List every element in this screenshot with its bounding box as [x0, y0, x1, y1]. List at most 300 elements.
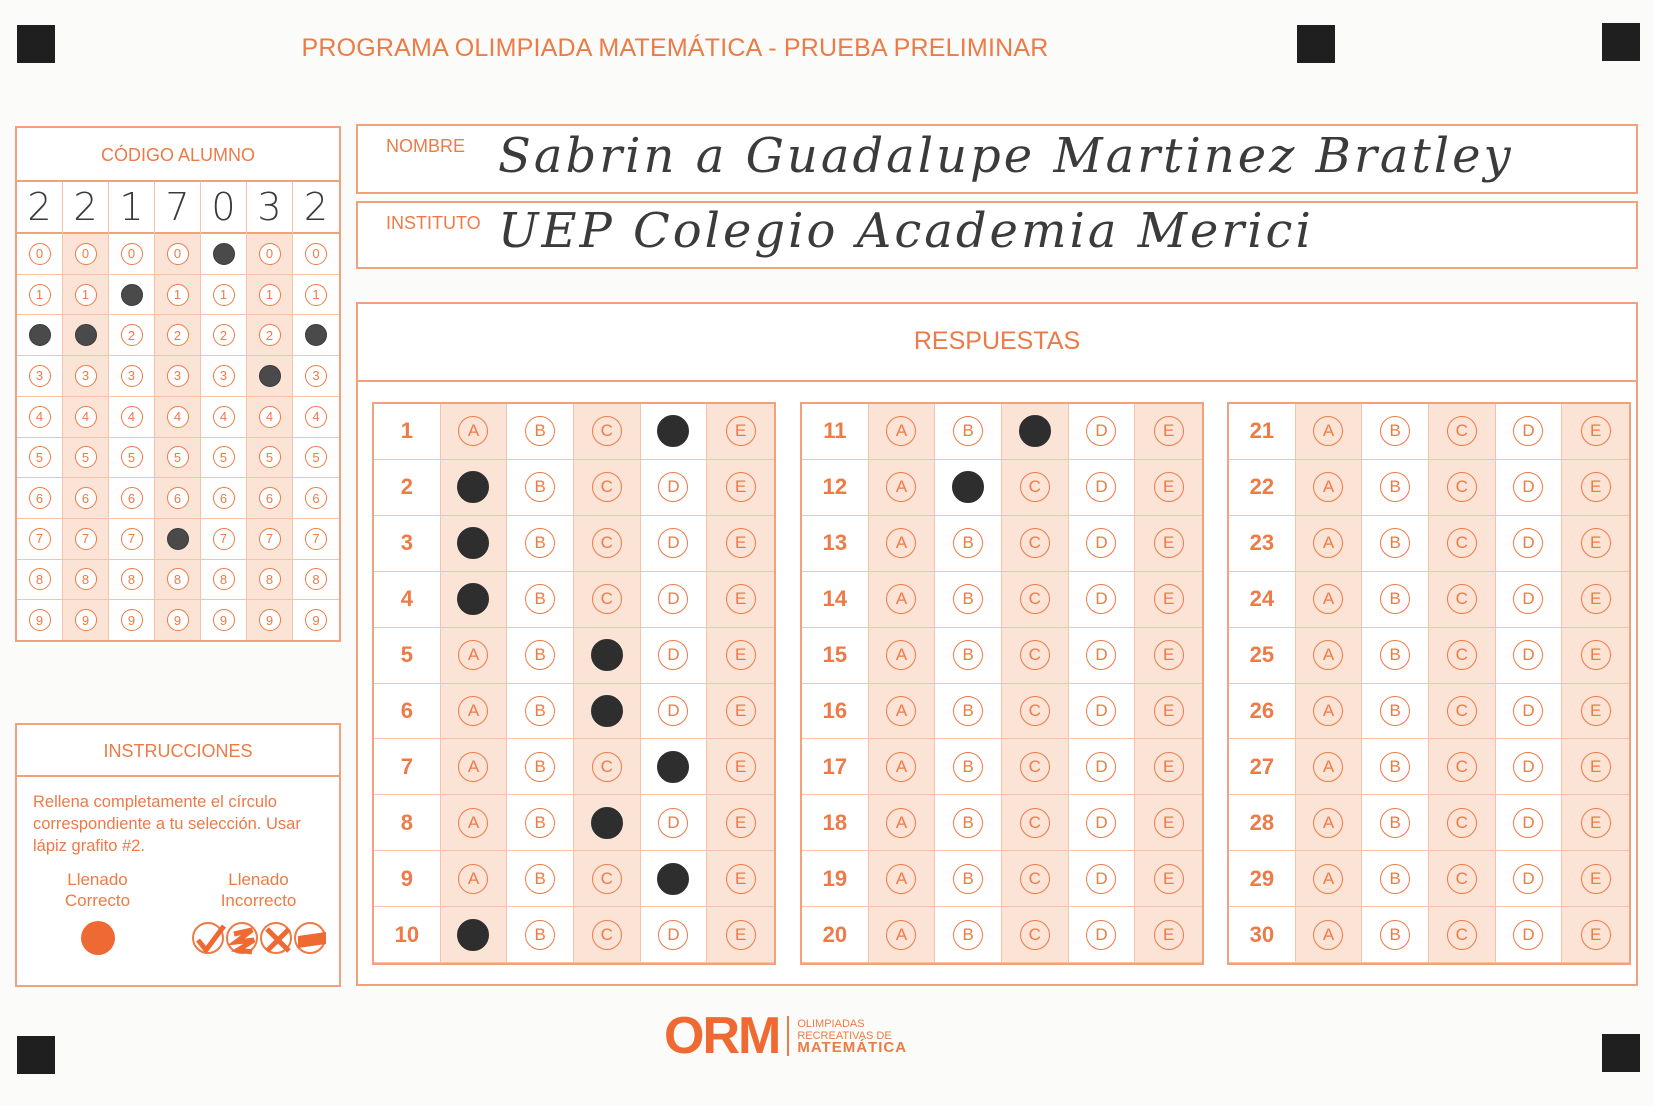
code-bubble[interactable]: 4	[167, 406, 189, 428]
answer-cell	[1002, 516, 1069, 572]
answer-cell	[1362, 628, 1429, 684]
code-bubble[interactable]: 3	[213, 365, 235, 387]
answer-bubble[interactable]: A	[1313, 584, 1343, 614]
answer-bubble[interactable]: D	[658, 472, 688, 502]
code-cell	[247, 356, 292, 397]
answer-bubble[interactable]: B	[953, 752, 983, 782]
answer-bubble[interactable]: D	[1086, 528, 1116, 558]
answer-bubble[interactable]: E	[726, 416, 756, 446]
code-cell	[17, 438, 62, 479]
name-value: Sabrin a Guadalupe Martinez Bratley	[498, 128, 1514, 184]
answer-cell	[1562, 795, 1629, 851]
code-bubble[interactable]: 6	[121, 487, 143, 509]
code-bubble[interactable]: 3	[259, 365, 281, 387]
answer-bubble[interactable]: E	[1581, 696, 1611, 726]
code-bubble[interactable]: 9	[167, 609, 189, 631]
answer-bubble[interactable]: D	[658, 920, 688, 950]
answer-bubble[interactable]: C	[1447, 864, 1477, 894]
answer-bubble[interactable]: B	[1380, 696, 1410, 726]
code-bubble[interactable]: 7	[29, 528, 51, 550]
code-bubble[interactable]: 4	[29, 406, 51, 428]
answer-bubble[interactable]: D	[658, 808, 688, 838]
answer-bubble[interactable]: B	[525, 472, 555, 502]
answer-cell	[1002, 795, 1069, 851]
answer-bubble[interactable]: A	[1313, 528, 1343, 558]
answer-bubble[interactable]: C	[1447, 640, 1477, 670]
code-cell	[155, 234, 200, 275]
answer-cell	[1002, 851, 1069, 907]
answer-bubble[interactable]: B	[953, 584, 983, 614]
answer-bubble[interactable]: A	[458, 864, 488, 894]
question-number: 28	[1229, 795, 1296, 851]
answer-bubble[interactable]: E	[726, 472, 756, 502]
answer-bubble[interactable]: A	[886, 752, 916, 782]
answer-bubble[interactable]: C	[592, 472, 622, 502]
answer-bubble[interactable]: C	[592, 752, 622, 782]
answer-bubble[interactable]: D	[1513, 528, 1543, 558]
answer-bubble[interactable]: E	[1581, 640, 1611, 670]
code-digit-written: 2	[293, 182, 339, 234]
code-bubble[interactable]: 6	[75, 487, 97, 509]
code-bubble[interactable]: 7	[121, 528, 143, 550]
answer-bubble[interactable]: A	[458, 416, 488, 446]
answer-bubble[interactable]: A	[458, 640, 488, 670]
answer-bubble[interactable]: E	[1581, 472, 1611, 502]
answer-bubble[interactable]	[952, 471, 984, 503]
answer-bubble[interactable]	[457, 919, 489, 951]
answer-bubble[interactable]: B	[953, 920, 983, 950]
answer-cell	[507, 739, 574, 795]
answer-bubble[interactable]: A	[458, 752, 488, 782]
answer-bubble[interactable]: E	[1154, 528, 1184, 558]
answer-bubble[interactable]: B	[525, 752, 555, 782]
code-cell	[247, 438, 292, 479]
answer-bubble[interactable]: D	[658, 640, 688, 670]
answer-bubble[interactable]	[591, 807, 623, 839]
answer-bubble[interactable]: E	[1154, 640, 1184, 670]
code-digit-written: 2	[63, 182, 108, 234]
code-cell	[17, 560, 62, 601]
answer-bubble[interactable]: C	[1020, 864, 1050, 894]
answer-bubble[interactable]: D	[1086, 696, 1116, 726]
answer-bubble[interactable]: C	[1447, 920, 1477, 950]
answer-cell	[707, 795, 774, 851]
answer-bubble[interactable]	[657, 863, 689, 895]
code-bubble[interactable]: 1	[213, 284, 235, 306]
question-number: 21	[1229, 404, 1296, 460]
code-bubble[interactable]: 5	[29, 446, 51, 468]
code-cell	[201, 275, 246, 316]
code-digit-written: 2	[17, 182, 62, 234]
correct-fill-label-line2: Correcto	[64, 891, 131, 910]
answer-bubble[interactable]: C	[1447, 416, 1477, 446]
answer-bubble[interactable]: C	[592, 584, 622, 614]
answer-bubble[interactable]: D	[1513, 808, 1543, 838]
answer-bubble[interactable]: B	[525, 808, 555, 838]
code-bubble[interactable]: 4	[305, 406, 327, 428]
code-bubble[interactable]: 1	[305, 284, 327, 306]
code-bubble[interactable]: 6	[259, 487, 281, 509]
code-bubble[interactable]: 3	[121, 365, 143, 387]
code-bubble[interactable]: 9	[75, 609, 97, 631]
answer-bubble[interactable]: E	[1581, 864, 1611, 894]
code-bubble[interactable]: 8	[75, 568, 97, 590]
code-bubble[interactable]: 4	[213, 406, 235, 428]
code-bubble[interactable]: 3	[29, 365, 51, 387]
answer-cell	[1135, 404, 1202, 460]
answer-bubble[interactable]: E	[1154, 472, 1184, 502]
code-bubble[interactable]: 9	[29, 609, 51, 631]
code-cell	[293, 397, 339, 438]
answer-bubble[interactable]: E	[1581, 808, 1611, 838]
code-cell	[201, 397, 246, 438]
answer-bubble[interactable]: B	[1380, 640, 1410, 670]
answer-bubble[interactable]: D	[658, 528, 688, 558]
code-cell	[293, 234, 339, 275]
answer-cell	[1562, 739, 1629, 795]
code-bubble[interactable]: 2	[121, 324, 143, 346]
student-code-grid	[17, 182, 339, 640]
answer-bubble[interactable]: B	[1380, 920, 1410, 950]
answer-cell	[1002, 460, 1069, 516]
code-bubble[interactable]: 5	[75, 446, 97, 468]
answer-bubble[interactable]: D	[1086, 416, 1116, 446]
code-bubble[interactable]: 8	[167, 568, 189, 590]
answer-bubble[interactable]: D	[1513, 472, 1543, 502]
question-number: 14	[802, 572, 869, 628]
answer-bubble[interactable]: A	[886, 640, 916, 670]
code-cell	[109, 234, 154, 275]
answer-bubble[interactable]: E	[1581, 752, 1611, 782]
answer-bubble[interactable]: D	[1086, 920, 1116, 950]
answer-bubble[interactable]: D	[1086, 808, 1116, 838]
answer-bubble[interactable]: E	[1154, 696, 1184, 726]
answer-bubble[interactable]: E	[726, 864, 756, 894]
code-bubble[interactable]: 7	[259, 528, 281, 550]
answer-bubble[interactable]: B	[1380, 752, 1410, 782]
answer-bubble[interactable]: B	[525, 416, 555, 446]
answer-bubble[interactable]	[591, 639, 623, 671]
answer-bubble[interactable]	[591, 695, 623, 727]
answer-bubble[interactable]: D	[1513, 696, 1543, 726]
code-cell	[201, 438, 246, 479]
code-bubble[interactable]: 9	[213, 609, 235, 631]
answer-cell	[935, 851, 1002, 907]
answer-bubble[interactable]: A	[1313, 920, 1343, 950]
answer-bubble[interactable]: B	[1380, 864, 1410, 894]
answer-bubble[interactable]: E	[726, 752, 756, 782]
code-bubble[interactable]: 2	[213, 324, 235, 346]
code-cell	[155, 478, 200, 519]
question-number: 7	[374, 739, 441, 795]
answer-cell	[935, 404, 1002, 460]
answer-bubble[interactable]: C	[592, 864, 622, 894]
answer-bubble[interactable]: C	[592, 528, 622, 558]
code-column	[109, 182, 155, 640]
answer-bubble[interactable]: E	[726, 920, 756, 950]
answer-bubble[interactable]: C	[1020, 584, 1050, 614]
code-bubble[interactable]: 8	[259, 568, 281, 590]
answer-bubble[interactable]: D	[1086, 472, 1116, 502]
student-code-label: CÓDIGO ALUMNO	[17, 128, 339, 182]
answer-bubble[interactable]: C	[1447, 528, 1477, 558]
answer-bubble[interactable]: C	[1020, 808, 1050, 838]
code-bubble[interactable]: 1	[29, 284, 51, 306]
code-bubble[interactable]: 1	[167, 284, 189, 306]
question-number: 30	[1229, 907, 1296, 963]
institute-label: INSTITUTO	[386, 213, 481, 233]
answer-cell	[1069, 851, 1136, 907]
code-bubble[interactable]: 0	[121, 243, 143, 265]
code-cell	[17, 519, 62, 560]
answer-bubble[interactable]: B	[525, 696, 555, 726]
name-field[interactable]	[356, 124, 1638, 194]
answer-bubble[interactable]: D	[1513, 920, 1543, 950]
answer-bubble[interactable]: D	[1513, 752, 1543, 782]
code-bubble[interactable]: 8	[213, 568, 235, 590]
answer-bubble[interactable]: A	[1313, 864, 1343, 894]
code-bubble[interactable]: 0	[213, 243, 235, 265]
answer-bubble[interactable]: D	[1513, 640, 1543, 670]
answer-bubble[interactable]: D	[1086, 752, 1116, 782]
code-bubble[interactable]: 4	[121, 406, 143, 428]
code-digit-written: 3	[247, 182, 292, 234]
code-cell	[63, 397, 108, 438]
answer-bubble[interactable]	[457, 583, 489, 615]
code-bubble[interactable]: 4	[259, 406, 281, 428]
answer-bubble[interactable]: C	[592, 920, 622, 950]
code-bubble[interactable]: 5	[213, 446, 235, 468]
answer-bubble[interactable]: A	[1313, 752, 1343, 782]
answer-cell	[641, 739, 708, 795]
answer-bubble[interactable]: D	[1086, 864, 1116, 894]
code-digit-written: 0	[201, 182, 246, 234]
code-bubble[interactable]: 2	[75, 324, 97, 346]
answer-bubble[interactable]: B	[953, 864, 983, 894]
code-bubble[interactable]: 2	[305, 324, 327, 346]
answer-bubble[interactable]: B	[953, 528, 983, 558]
answer-bubble[interactable]: C	[1447, 584, 1477, 614]
answer-bubble[interactable]: E	[1154, 864, 1184, 894]
code-bubble[interactable]: 6	[167, 487, 189, 509]
answer-bubble[interactable]: B	[953, 416, 983, 446]
answer-bubble[interactable]: A	[886, 472, 916, 502]
answer-bubble[interactable]: A	[1313, 640, 1343, 670]
code-bubble[interactable]: 8	[121, 568, 143, 590]
answer-bubble[interactable]: A	[458, 696, 488, 726]
answer-bubble[interactable]: D	[1513, 416, 1543, 446]
code-bubble[interactable]: 8	[29, 568, 51, 590]
answer-bubble[interactable]: E	[1154, 752, 1184, 782]
code-bubble[interactable]: 7	[167, 528, 189, 550]
code-cell	[293, 478, 339, 519]
code-bubble[interactable]: 0	[259, 243, 281, 265]
answer-bubble[interactable]: A	[886, 416, 916, 446]
answer-bubble[interactable]: C	[1447, 752, 1477, 782]
answer-cell	[1562, 684, 1629, 740]
answer-bubble[interactable]: E	[726, 696, 756, 726]
answer-bubble[interactable]: B	[525, 584, 555, 614]
code-cell	[109, 560, 154, 601]
answer-bubble[interactable]: E	[1154, 920, 1184, 950]
answer-cell	[935, 460, 1002, 516]
question-number: 22	[1229, 460, 1296, 516]
answer-bubble[interactable]: A	[886, 696, 916, 726]
answer-bubble[interactable]: E	[1581, 920, 1611, 950]
answer-bubble[interactable]: B	[1380, 528, 1410, 558]
answer-bubble[interactable]	[457, 471, 489, 503]
code-bubble[interactable]: 3	[305, 365, 327, 387]
answer-bubble[interactable]	[457, 527, 489, 559]
answer-cell	[574, 684, 641, 740]
answer-cell	[1069, 739, 1136, 795]
answer-bubble[interactable]: A	[1313, 808, 1343, 838]
code-bubble[interactable]: 0	[167, 243, 189, 265]
code-cell	[109, 438, 154, 479]
answer-bubble[interactable]: C	[1020, 920, 1050, 950]
question-number: 23	[1229, 516, 1296, 572]
name-label: NOMBRE	[386, 136, 466, 156]
answer-bubble[interactable]: C	[1020, 696, 1050, 726]
code-bubble[interactable]: 2	[167, 324, 189, 346]
code-bubble[interactable]: 1	[259, 284, 281, 306]
code-bubble[interactable]: 5	[259, 446, 281, 468]
answer-bubble[interactable]: E	[726, 808, 756, 838]
answer-bubble[interactable]: A	[1313, 472, 1343, 502]
code-cell	[63, 438, 108, 479]
answer-cell	[869, 404, 936, 460]
code-cell	[109, 397, 154, 438]
answer-bubble[interactable]: B	[525, 640, 555, 670]
answer-bubble[interactable]: D	[1086, 584, 1116, 614]
code-bubble[interactable]: 5	[305, 446, 327, 468]
code-bubble[interactable]: 6	[29, 487, 51, 509]
code-column	[201, 182, 247, 640]
answer-bubble[interactable]: B	[1380, 808, 1410, 838]
answer-bubble[interactable]: C	[1447, 696, 1477, 726]
answer-cell	[1496, 851, 1563, 907]
answer-bubble[interactable]: E	[726, 584, 756, 614]
answer-bubble[interactable]: A	[886, 528, 916, 558]
code-bubble[interactable]: 3	[167, 365, 189, 387]
answer-bubble[interactable]: E	[1581, 584, 1611, 614]
answer-bubble[interactable]: A	[886, 584, 916, 614]
answer-bubble[interactable]: C	[1020, 528, 1050, 558]
code-bubble[interactable]: 3	[75, 365, 97, 387]
code-bubble[interactable]: 1	[75, 284, 97, 306]
answer-bubble[interactable]: B	[525, 920, 555, 950]
answer-cell	[1002, 684, 1069, 740]
answer-bubble[interactable]: E	[1581, 416, 1611, 446]
code-bubble[interactable]: 8	[305, 568, 327, 590]
answer-cell	[441, 684, 508, 740]
code-cell	[155, 560, 200, 601]
code-cell	[155, 438, 200, 479]
question-number: 3	[374, 516, 441, 572]
answer-bubble[interactable]: B	[953, 696, 983, 726]
code-bubble[interactable]: 6	[213, 487, 235, 509]
code-bubble[interactable]: 7	[213, 528, 235, 550]
code-bubble[interactable]: 4	[75, 406, 97, 428]
answer-bubble[interactable]	[1019, 415, 1051, 447]
answer-bubble[interactable]: C	[1447, 472, 1477, 502]
code-bubble[interactable]: 0	[29, 243, 51, 265]
answer-bubble[interactable]: D	[1086, 640, 1116, 670]
answer-bubble[interactable]: E	[726, 528, 756, 558]
code-cell	[247, 315, 292, 356]
code-bubble[interactable]: 2	[29, 324, 51, 346]
answer-bubble[interactable]: B	[1380, 584, 1410, 614]
answer-bubble[interactable]: A	[1313, 416, 1343, 446]
code-bubble[interactable]: 0	[305, 243, 327, 265]
answer-bubble[interactable]: B	[1380, 416, 1410, 446]
answer-bubble[interactable]: A	[1313, 696, 1343, 726]
answer-bubble[interactable]: C	[1447, 808, 1477, 838]
answer-bubble[interactable]: B	[953, 808, 983, 838]
logo-mark: ORM	[664, 1007, 780, 1065]
code-bubble[interactable]: 9	[305, 609, 327, 631]
answer-bubble[interactable]: C	[1020, 752, 1050, 782]
code-bubble[interactable]: 6	[305, 487, 327, 509]
answer-bubble[interactable]: E	[1154, 584, 1184, 614]
answer-bubble[interactable]: D	[658, 696, 688, 726]
code-bubble[interactable]: 2	[259, 324, 281, 346]
question-number: 11	[802, 404, 869, 460]
answer-bubble[interactable]: E	[1581, 528, 1611, 558]
answer-bubble[interactable]: A	[886, 864, 916, 894]
answer-bubble[interactable]: C	[1020, 472, 1050, 502]
answer-bubble[interactable]: E	[1154, 808, 1184, 838]
code-cell	[63, 315, 108, 356]
answer-bubble[interactable]: D	[1513, 584, 1543, 614]
answer-cell	[935, 572, 1002, 628]
institute-field[interactable]	[356, 201, 1638, 269]
code-bubble[interactable]: 9	[259, 609, 281, 631]
answer-bubble[interactable]: A	[458, 808, 488, 838]
answer-cell	[641, 460, 708, 516]
answer-bubble[interactable]: E	[726, 640, 756, 670]
answer-bubble[interactable]: C	[1020, 640, 1050, 670]
answer-bubble[interactable]: D	[658, 584, 688, 614]
answer-cell	[1562, 851, 1629, 907]
answer-bubble[interactable]: B	[953, 640, 983, 670]
code-bubble[interactable]: 5	[167, 446, 189, 468]
answer-bubble[interactable]	[657, 751, 689, 783]
answer-bubble[interactable]: A	[886, 920, 916, 950]
answer-bubble[interactable]: E	[1154, 416, 1184, 446]
code-bubble[interactable]: 7	[75, 528, 97, 550]
answer-cell	[707, 404, 774, 460]
answer-bubble[interactable]: B	[525, 528, 555, 558]
code-cell	[17, 315, 62, 356]
answer-bubble[interactable]	[657, 415, 689, 447]
answer-cell	[1296, 516, 1363, 572]
code-bubble[interactable]: 1	[121, 284, 143, 306]
code-bubble[interactable]: 0	[75, 243, 97, 265]
answer-bubble[interactable]: B	[525, 864, 555, 894]
answer-bubble[interactable]: B	[1380, 472, 1410, 502]
code-bubble[interactable]: 7	[305, 528, 327, 550]
answer-cell	[707, 572, 774, 628]
answer-cell	[507, 572, 574, 628]
answer-bubble[interactable]: C	[592, 416, 622, 446]
answer-cell	[869, 684, 936, 740]
code-bubble[interactable]: 9	[121, 609, 143, 631]
answer-bubble[interactable]: A	[886, 808, 916, 838]
code-bubble[interactable]: 5	[121, 446, 143, 468]
answer-bubble[interactable]: D	[1513, 864, 1543, 894]
answer-cell	[1562, 907, 1629, 963]
